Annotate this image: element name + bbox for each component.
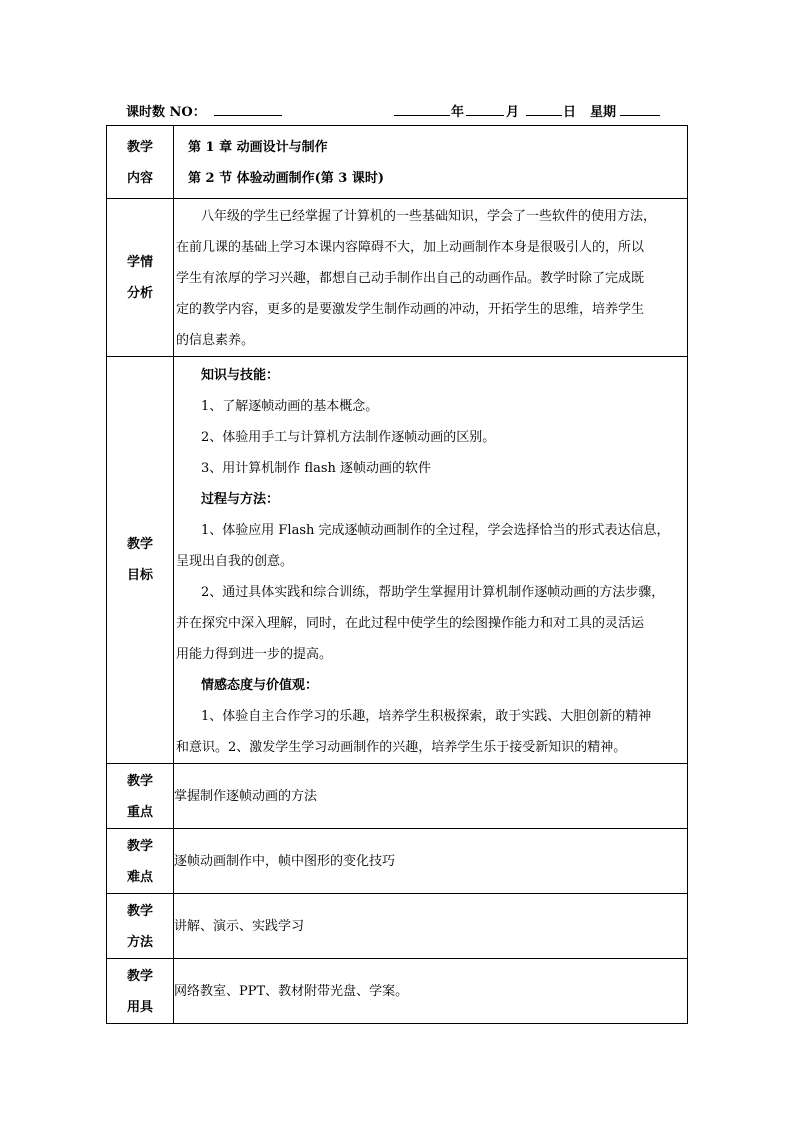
- day-blank: [526, 101, 562, 116]
- analysis-line: 八年级的学生已经掌握了计算机的一些基础知识，学会了一些软件的使用方法，: [201, 209, 657, 224]
- row-goals: [107, 357, 688, 764]
- goals-cell: [174, 357, 688, 764]
- attitude-heading: 情感态度与价值观：: [201, 678, 319, 693]
- day-label: 日: [563, 105, 577, 120]
- goal-item: 2、体验用手工与计算机方法制作逐帧动画的区别。: [201, 430, 496, 445]
- label-key-points: 教学 重点: [107, 764, 174, 829]
- process-heading: 过程与方法：: [201, 492, 280, 507]
- row-key-points: [107, 764, 688, 829]
- section-title: 第 2 节 体验动画制作(第 3 课时): [188, 171, 385, 186]
- row-tools: [107, 959, 688, 1024]
- goal-item: 1、体验应用 Flash 完成逐帧动画制作的全过程，学会选择恰当的形式表达信息，: [201, 523, 670, 538]
- lesson-number-blank: [214, 101, 282, 116]
- lesson-plan-table: [106, 125, 688, 1024]
- goal-item: 2、通过具体实践和综合训练，帮助学生掌握用计算机制作逐帧动画的方法步骤，: [201, 585, 665, 600]
- label-goals: 教学 目标: [107, 357, 174, 764]
- key-points-text: 掌握制作逐帧动画的方法: [174, 764, 688, 829]
- goal-item: 和意识。2、激发学生学习动画制作的兴趣，培养学生乐于接受新知识的精神。: [176, 740, 627, 755]
- analysis-line: 的信息素养。: [176, 333, 255, 348]
- tools-text: 网络教室、PPT、教材附带光盘、学案。: [174, 959, 688, 1024]
- year-blank: [394, 101, 450, 116]
- month-label: 月: [506, 105, 520, 120]
- label-analysis: 学情 分析: [107, 199, 174, 357]
- row-analysis: [107, 199, 688, 357]
- content-cell: [174, 126, 688, 199]
- chapter-title: 第 1 章 动画设计与制作: [188, 140, 328, 155]
- lesson-count-label: 课时数 NO：: [126, 105, 206, 120]
- goal-item: 呈现出自我的创意。: [176, 554, 294, 569]
- weekday-blank: [620, 101, 660, 116]
- row-difficulties: [107, 829, 688, 894]
- goal-item: 1、了解逐帧动画的基本概念。: [201, 399, 379, 414]
- label-tools: 教学 用具: [107, 959, 174, 1024]
- knowledge-heading: 知识与技能：: [201, 368, 280, 383]
- label-methods: 教学 方法: [107, 894, 174, 959]
- analysis-line: 学生有浓厚的学习兴趣，都想自己动手制作出自己的动画作品。教学时除了完成既: [176, 271, 645, 286]
- difficulties-text: 逐帧动画制作中，帧中图形的变化技巧: [174, 829, 688, 894]
- goal-item: 并在探究中深入理解，同时，在此过程中使学生的绘图操作能力和对工具的灵活运: [176, 616, 645, 631]
- goal-item: 3、用计算机制作 flash 逐帧动画的软件: [201, 461, 432, 476]
- row-methods: [107, 894, 688, 959]
- methods-text: 讲解、演示、实践学习: [174, 894, 688, 959]
- row-content: [107, 126, 688, 199]
- analysis-cell: [174, 199, 688, 357]
- label-difficulties: 教学 难点: [107, 829, 174, 894]
- page-header: [126, 101, 666, 121]
- analysis-line: 定的教学内容，更多的是要激发学生制作动画的冲动，开拓学生的思维，培养学生: [176, 302, 645, 317]
- month-blank: [466, 101, 504, 116]
- year-label: 年: [451, 105, 465, 120]
- goal-item: 1、体验自主合作学习的乐趣，培养学生积极探索，敢于实践、大胆创新的精神: [201, 709, 652, 724]
- label-content: 教学 内容: [107, 126, 174, 199]
- analysis-line: 在前几课的基础上学习本课内容障碍不大，加上动画制作本身是很吸引人的，所以: [176, 240, 645, 255]
- weekday-label: 星期: [590, 105, 617, 120]
- goal-item: 用能力得到进一步的提高。: [176, 647, 333, 662]
